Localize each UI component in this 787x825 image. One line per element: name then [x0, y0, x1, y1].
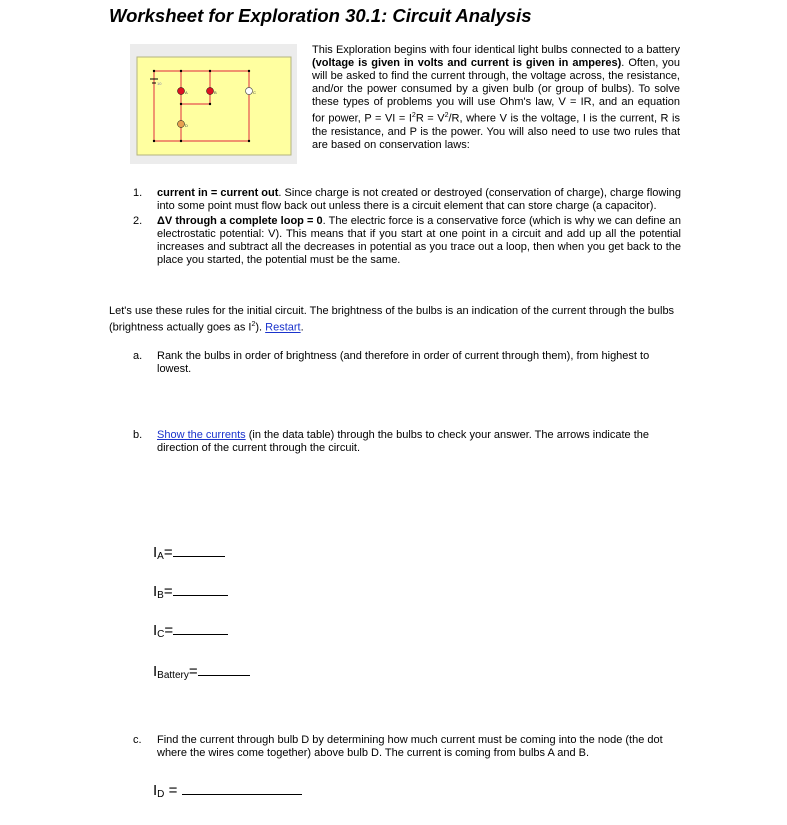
answer-ic-blank[interactable]	[173, 622, 228, 635]
answer-ic: $I_C=$	[153, 622, 228, 640]
rule-item: 1. current in = current out. Since charge is not created or destroyed (conservation of charge), charge flowing into some point must flow back out unless there is a circuit element that can store charge (a capacitor).	[133, 187, 682, 212]
answer-ia-blank[interactable]	[173, 544, 225, 557]
worksheet-title: Worksheet for Exploration 30.1: Circuit Analysis	[109, 5, 532, 26]
question-b-number: b.	[133, 429, 143, 441]
answer-id: $I_D$ =	[153, 782, 302, 800]
question-c-number: c.	[133, 734, 142, 746]
circuit-canvas	[137, 57, 291, 155]
circuit-diagram	[130, 44, 297, 164]
svg-text:C: C	[253, 90, 256, 95]
question-a: Rank the bulbs in order of brightness (and therefore in order of current through them), from highest to lowest.	[157, 350, 650, 375]
rule-item: 2. ΔV through a complete loop = 0. The electric force is a conservative force (which is why we can define an electrostatic potential: V). This means that if you start at one point in a circuit and add up all the potential increases and subtract all the decreases in potential as you trace out a loop, then when you get back to the place you started, the potential must be the same.	[133, 215, 681, 266]
conservation-rules-list	[109, 187, 681, 269]
circuit-figure[interactable]	[130, 44, 297, 164]
svg-text:A: A	[185, 90, 188, 95]
restart-link[interactable]: Restart	[265, 321, 301, 334]
question-b: Show the currents (in the data table) through the bulbs to check your answer. The arrows indicate the direction of the current through the circuit.	[157, 429, 650, 454]
answer-ib-blank[interactable]	[173, 583, 228, 596]
show-currents-link[interactable]: Show the currents	[157, 429, 246, 441]
answer-ib: $I_B=$	[153, 583, 228, 601]
answer-id-blank[interactable]	[182, 782, 302, 795]
initial-circuit-paragraph: Let's use these rules for the initial circuit. The brightness of the bulbs is an indication of the current through the bulbs (brightness actually goes as $I^2$). Restart.	[109, 305, 675, 334]
intro-paragraph: This Exploration begins with four identical light bulbs connected to a battery (voltage is given in volts and current is given in amperes). Often, you will be asked to find the current through, the voltage across, the resistance, and/or the power consumed by a given bulb (or group of bulbs). To solve these types of problems you will use Ohm's law, V = IR, and an equation for power, P = VI = $I^2R = V^2/R$, where V is the voltage, I is the current, R is the resistance, and P is the power. You will also need to use two rules that are based on conservation laws:	[312, 44, 680, 151]
question-c: Find the current through bulb D by determining how much current must be coming into the node (the dot where the wires come together) above bulb D. The current is coming from bulbs A and B.	[157, 734, 663, 759]
answer-ibattery-blank[interactable]	[198, 663, 250, 676]
answer-ibattery: $I_{Battery}=$	[153, 663, 250, 681]
svg-text:B: B	[214, 90, 217, 95]
svg-text:D: D	[185, 123, 188, 128]
question-a-number: a.	[133, 350, 143, 362]
battery-label: 10	[157, 81, 162, 86]
answer-ia: $I_A=$	[153, 544, 225, 562]
units-note: (voltage is given in volts and current is given in amperes)	[312, 57, 622, 69]
